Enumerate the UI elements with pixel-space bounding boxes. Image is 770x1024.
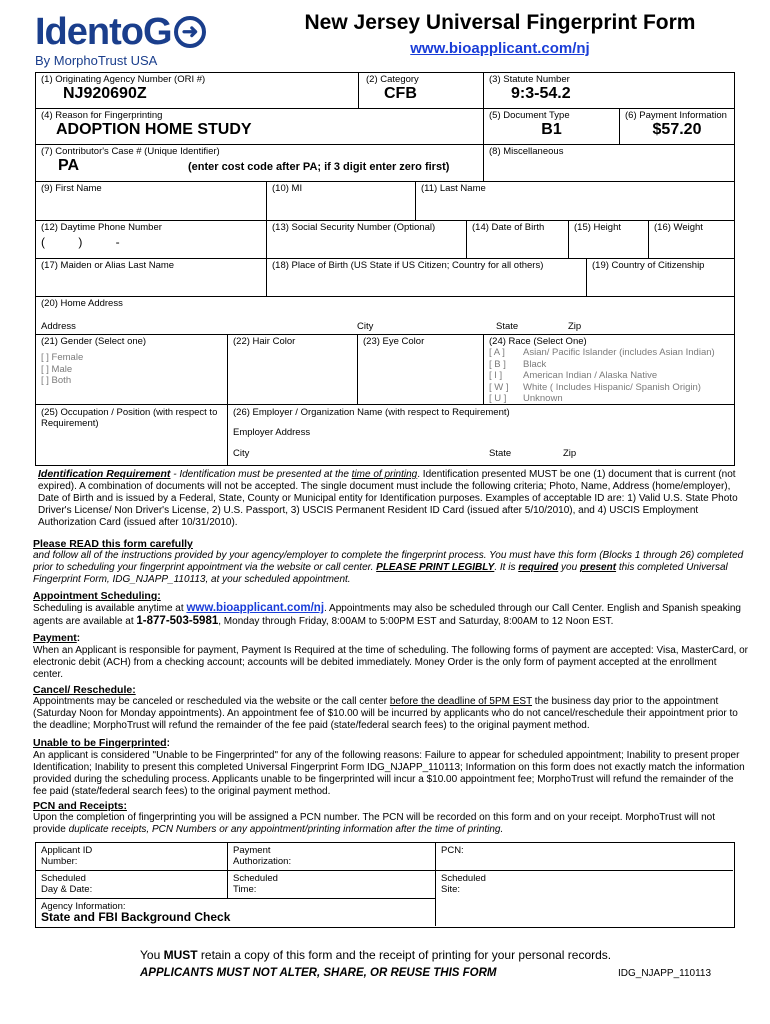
payment-text: When an Applicant is responsible for payment, Payment Is Required at the time of scheduling. The following forms of payment are accepted: Visa, MasterCard, or electronic debit (ACH) from a checking account; accounts will be debited immediately. Money Order is the only form of payment accepted at the enrollment center.: [33, 645, 748, 680]
zip-label: Zip: [568, 321, 582, 332]
retain-text2: retain a copy of this form and the receipt of printing for your personal records.: [197, 948, 612, 962]
citizenship-field[interactable]: [587, 259, 734, 297]
category-field[interactable]: [359, 73, 484, 109]
statute-field[interactable]: [484, 73, 734, 109]
reason-label: (4) Reason for Fingerprinting: [41, 110, 163, 121]
last-name-label: (11) Last Name: [421, 183, 486, 194]
unable-title-colon: :: [166, 738, 170, 749]
cancel-text2: the business day prior to the appointment (Saturday Noon for Monday appointments). An appointment fee of $10.00 will be incurred by applicants who do not cancel/reschedule their appointment prior to the deadline; MorphoTrust will refund the remainder of the fee paid (state/federal search fees) to the original payment method.: [33, 696, 738, 731]
race-name-asian: Asian/ Pacific Islander (includes Asian Indian): [523, 347, 715, 358]
doctype-label: (5) Document Type: [489, 110, 570, 121]
dob-field[interactable]: [467, 221, 569, 259]
ssn-label: (13) Social Security Number (Optional): [272, 222, 436, 233]
pob-label: (18) Place of Birth (US State if US Citizen; Country for all others): [272, 260, 544, 271]
pcn-title: PCN and Receipts:: [33, 800, 127, 812]
occupation-field[interactable]: [36, 405, 228, 465]
unable-title: Unable to be Fingerprinted: [33, 737, 167, 749]
race-code-u[interactable]: [ U ]: [489, 393, 507, 404]
scheduled-site-cell[interactable]: Scheduled Site:: [441, 873, 486, 895]
weight-field[interactable]: [649, 221, 734, 259]
please-print-legibly: PLEASE PRINT LEGIBLY: [376, 562, 495, 573]
applicant-id-cell[interactable]: Applicant ID Number:: [36, 843, 228, 871]
arrow-circle-icon: ➜: [174, 16, 206, 48]
gender-option-both[interactable]: [ ] Both: [41, 375, 72, 386]
payment-authorization-cell[interactable]: Payment Authorization:: [228, 843, 436, 871]
appointment-text1: Scheduling is available anytime at: [33, 603, 187, 614]
race-name-black: Black: [523, 358, 547, 370]
pcn-section: [33, 800, 748, 836]
height-field[interactable]: [569, 221, 649, 259]
pcn-italic-text: duplicate receipts, PCN Numbers or any appointment/printing information after the time of printing.: [68, 824, 504, 835]
form-title: New Jersey Universal Fingerprint Form: [304, 11, 696, 34]
statute-label: (3) Statute Number: [489, 74, 570, 85]
doctype-field[interactable]: [484, 109, 620, 145]
race-code-w[interactable]: [ W ]: [489, 381, 509, 393]
unable-section: [33, 737, 748, 798]
read-carefully-title: Please READ this form carefully: [33, 538, 193, 550]
retain-copy-notice: [140, 948, 660, 962]
payment-title: Payment: [33, 632, 77, 644]
read-carefully-text1: and follow all of the instructions provided by your agency/employer to complete the fingerprint process. You must have this form (Blocks 1 through 26) completed prior to scheduling your fingerprint appointment via the website or call center.: [33, 550, 744, 573]
id-requirement-title: Identification Requirement: [38, 468, 171, 480]
hair-color-label: (22) Hair Color: [233, 336, 296, 347]
employer-address-label: Employer Address: [233, 427, 311, 438]
agency-info-value: State and FBI Background Check: [41, 910, 231, 924]
address-label: Address: [41, 321, 76, 332]
present-word: present: [579, 562, 617, 573]
scheduled-time-cell[interactable]: Scheduled Time:: [228, 871, 436, 899]
gender-option-male[interactable]: [ ] Male: [41, 363, 73, 375]
appointment-text2: . Appointments may also be scheduled through our Call Center. English and Spanish speaking agents are available at: [33, 603, 741, 627]
last-name-field[interactable]: [416, 182, 734, 221]
citizenship-label: (19) Country of Citizenship: [592, 260, 705, 271]
gender-field[interactable]: [36, 335, 228, 405]
height-label: (15) Height: [574, 222, 621, 233]
retain-text1: You: [140, 948, 164, 962]
identification-requirement: [38, 468, 738, 529]
cancel-deadline: before the deadline of 5PM EST: [389, 696, 533, 707]
dob-label: (14) Date of Birth: [472, 222, 545, 233]
cancel-title: Cancel/ Reschedule:: [33, 684, 136, 696]
logo-text-g: G: [142, 11, 172, 53]
eye-color-field[interactable]: [358, 335, 484, 405]
home-address-label: (20) Home Address: [41, 298, 123, 309]
read-carefully-text3: you: [558, 562, 580, 573]
payment-section: [33, 632, 748, 681]
agency-information-cell[interactable]: [36, 899, 436, 926]
fingerprint-form: [35, 72, 735, 466]
payment-title-colon: :: [76, 633, 81, 644]
must-word: MUST: [163, 948, 198, 962]
appointment-text3: , Monday through Friday, 8:00AM to 5:00PM EST and Saturday, 8:00AM to 12 Noon EST.: [218, 616, 614, 627]
mi-field[interactable]: [267, 182, 416, 221]
race-field[interactable]: [484, 335, 734, 405]
phone-template: ( ) -: [41, 235, 120, 249]
cancel-section: [33, 684, 748, 732]
cancel-text1: Appointments may be canceled or rescheduled via the website or the call center: [33, 696, 390, 707]
statute-value: 9:3-54.2: [511, 85, 571, 102]
home-address-field[interactable]: [36, 297, 734, 335]
payment-value: $57.20: [652, 121, 702, 138]
misc-field[interactable]: [484, 145, 734, 182]
race-name-white: White ( Includes Hispanic/ Spanish Origin): [523, 381, 701, 393]
do-not-alter-warning: APPLICANTS MUST NOT ALTER, SHARE, OR REUSE THIS FORM: [140, 967, 497, 979]
case-value: PA: [58, 157, 80, 174]
form-id: IDG_NJAPP_110113: [618, 968, 712, 979]
ori-field[interactable]: [36, 73, 359, 109]
race-code-a[interactable]: [ A ]: [489, 347, 505, 358]
payment-field[interactable]: [620, 109, 734, 145]
state-label: State: [496, 321, 519, 332]
scheduled-day-cell[interactable]: Scheduled Day & Date:: [36, 871, 228, 899]
header-url-link[interactable]: www.bioapplicant.com/nj: [410, 40, 590, 57]
ori-label: (1) Originating Agency Number (ORI #): [41, 74, 206, 85]
reason-value: ADOPTION HOME STUDY: [56, 121, 252, 138]
first-name-field[interactable]: [36, 182, 267, 221]
case-label: (7) Contributor's Case # (Unique Identifier): [41, 146, 220, 157]
race-name-american-indian: American Indian / Alaska Native: [523, 370, 658, 381]
gender-label: (21) Gender (Select one): [41, 336, 147, 347]
phone-label: (12) Daytime Phone Number: [41, 222, 162, 233]
unable-text: An applicant is considered "Unable to be Fingerprinted" for any of the following reasons: Failure to appear for scheduled appointment; Inability to present proper Identification; Inability to present this completed Universal Fingerprint Form IDG_NJAPP_110113; Information on this form does not exactly match the information provided during the scheduling process. Applicants unable to be fingerprinted will incur a $10.00 appointment fee; MorphoTrust will refund the remainder of the fee paid (state/federal search fees) to the original payment method.: [33, 750, 745, 797]
pcn-cell[interactable]: PCN:: [436, 843, 733, 871]
category-value: CFB: [384, 85, 417, 102]
employer-zip-label: Zip: [563, 448, 577, 459]
logo-wordmark: [35, 12, 225, 52]
appointment-section: [33, 590, 748, 628]
appointment-url-link[interactable]: www.bioapplicant.com/nj: [186, 602, 325, 614]
mi-label: (10) MI: [272, 183, 303, 194]
case-note: (enter cost code after PA; if 3 digit enter zero first): [188, 161, 450, 173]
agency-info-label: Agency Information:: [41, 901, 126, 912]
appointment-title: Appointment Scheduling:: [33, 590, 161, 602]
time-of-printing-link: time of printing: [351, 469, 418, 480]
gender-option-female[interactable]: [ ] Female: [41, 352, 84, 363]
payment-label: (6) Payment Information: [625, 110, 727, 121]
first-name-label: (9) First Name: [41, 183, 102, 194]
eye-color-label: (23) Eye Color: [363, 336, 425, 347]
logo-text: Idento: [35, 11, 143, 53]
employer-label: (26) Employer / Organization Name (with respect to Requirement): [233, 407, 510, 418]
id-requirement-text1: - Identification must be presented at the: [170, 469, 352, 480]
required-word: required: [518, 562, 559, 573]
logo-tagline: By MorphoTrust USA: [35, 53, 158, 68]
pcn-text1: Upon the completion of fingerprinting you will be assigned a PCN number. The PCN will be recorded on this form and on your receipt. MorphoTrust will not provide: [33, 812, 716, 835]
read-carefully-text2: . It is: [494, 562, 519, 573]
read-carefully-section: [33, 538, 748, 586]
city-label: City: [357, 321, 374, 332]
doctype-value: B1: [541, 121, 562, 138]
ori-value: NJ920690Z: [63, 85, 147, 102]
misc-label: (8) Miscellaneous: [489, 146, 564, 157]
reason-field[interactable]: [36, 109, 484, 145]
phone-field[interactable]: [36, 221, 267, 259]
ssn-field[interactable]: [267, 221, 467, 259]
pob-field[interactable]: [267, 259, 587, 297]
weight-label: (16) Weight: [654, 222, 703, 233]
maiden-field[interactable]: [36, 259, 267, 297]
employer-state-label: State: [489, 448, 512, 459]
enrollment-record-table: [35, 842, 735, 928]
id-requirement-text2: . Identification presented MUST be one (1) document that is current (not expired). A combination of documents will not be accepted. The single document must include the following criteria; Photo, Name, Address (home/employer), Date of Birth and is issued by a Federal, State, County or Municipal entity for Identification purposes. Examples of acceptable ID are: 1) Valid U.S. State Photo Driver's License/ Non Driver's License, 2) U.S. Passport, 3) USCIS Permanent Resident ID Card (issued after 5/10/2010), and 4) USCIS Employment Authorization Card (issued after 10/31/2010).: [38, 469, 738, 528]
call-center-phone: 1-877-503-5981: [136, 615, 219, 627]
hair-color-field[interactable]: [228, 335, 358, 405]
race-code-b[interactable]: [ B ]: [489, 358, 506, 370]
identogo-logo: [35, 12, 225, 72]
category-label: (2) Category: [366, 74, 419, 85]
race-name-unknown: Unknown: [523, 393, 563, 404]
case-field[interactable]: [36, 145, 484, 182]
employer-city-label: City: [233, 448, 250, 459]
race-code-i[interactable]: [ I ]: [489, 370, 503, 381]
employer-field[interactable]: [228, 405, 734, 465]
race-label: (24) Race (Select One): [489, 336, 587, 347]
occupation-label: (25) Occupation / Position (with respect to Requirement): [41, 407, 218, 429]
maiden-label: (17) Maiden or Alias Last Name: [41, 260, 175, 271]
read-carefully-text4: this completed Universal Fingerprint Form, IDG_NJAPP_110113, at your scheduled appointment.: [33, 562, 728, 585]
